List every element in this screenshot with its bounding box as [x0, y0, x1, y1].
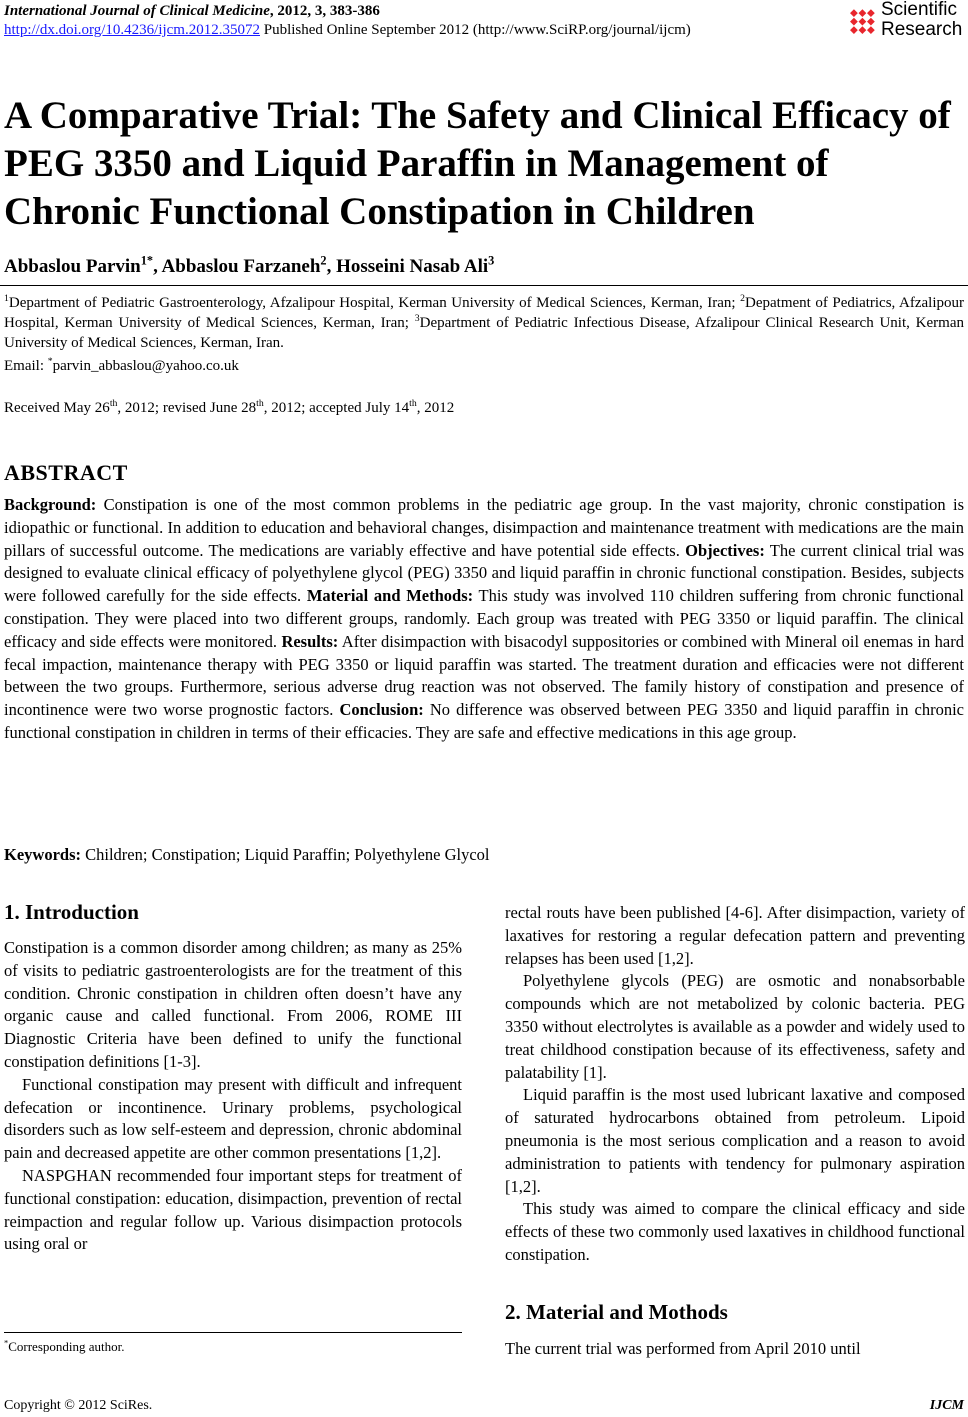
abstract-heading: ABSTRACT [4, 460, 128, 485]
doi-link[interactable]: http://dx.doi.org/10.4236/ijcm.2012.35072 [4, 22, 260, 38]
author-3: , Hosseini Nasab Ali [326, 256, 489, 277]
header-divider [0, 285, 968, 286]
logo-square [859, 26, 867, 34]
scientific-research-logo [843, 0, 965, 44]
received-part: Received May 26 [4, 400, 110, 416]
email-address[interactable]: parvin_abbaslou@yahoo.co.uk [52, 358, 239, 374]
logo-square [850, 9, 858, 17]
logo-square [867, 18, 875, 26]
journal-volume: , 2012, 3, 383-386 [269, 3, 380, 19]
logo-square [859, 18, 867, 26]
email-label: Email: [4, 358, 48, 374]
abstract-label: Material and Methods: [306, 586, 474, 606]
methods-text [505, 1338, 965, 1361]
footnote-sup: * [4, 1337, 9, 1348]
abstract-text: No difference was observed between PEG 3350 and liquid paraffin in chronic functional constipation in children in terms of their efficacies. They are safe and effective medications in this age group. [4, 700, 964, 742]
paragraph: rectal routs have been published [4-6]. After disimpaction, variety of laxatives for restoring a regular defecation pattern and preventing relapses has been used [1,2]. [505, 903, 965, 968]
paragraph: Functional constipation may present with difficult and infrequent defecation or incontinence. Urinary problems, psychological disorders such as low self-esteem and depression, chronic abdominal pain and decreased appetite are other common presentations [1,2]. [4, 1074, 462, 1163]
received-sup: th [256, 398, 264, 409]
affil-sup-1: 1 [4, 293, 9, 304]
received-part: , 2012; revised June 28 [117, 400, 257, 416]
abstract-label: Objectives: [685, 540, 765, 560]
email-sup: * [47, 356, 53, 367]
published-online: Published Online September 2012 (http://www.SciRP.org/journal/ijcm) [259, 22, 691, 38]
logo-square [867, 9, 875, 17]
author-2: , Abbaslou Farzaneh [153, 256, 321, 277]
affil-2: Depatment of Pediatrics, Afzalipour Hospital, Kerman University of Medical Sciences, Kerman, Iran; [4, 295, 964, 331]
logo-square [850, 26, 858, 34]
author-2-sup: 2 [320, 253, 327, 268]
received-dates [4, 400, 454, 417]
paragraph: Polyethylene glycols (PEG) are osmotic and nonabsorbable compounds which are not metabolized by colonic bacteria. PEG 3350 without electrolytes is available as a powder and widely used to treat childhood constipation because of its effectiveness, safety and palatability [1]. [505, 971, 965, 1082]
author-list [4, 253, 495, 278]
footnote [4, 1339, 124, 1355]
paper-title: A Comparative Trial: The Safety and Clinical Efficacy of PEG 3350 and Liquid Paraffin in Management of Chronic Functional Constipation in Children [4, 94, 951, 233]
footnote-text: Corresponding author. [8, 1339, 125, 1354]
journal-citation [4, 2, 380, 20]
received-sup: th [109, 398, 118, 409]
abstract-label: Conclusion: [339, 700, 424, 720]
paragraph: Liquid paraffin is the most used lubricant laxative and composed of saturated hydrocarbons obtained from petroleum. Lipoid pneumonia is the most serious complication and a reason to avoid administration to patients with tendency for pulmonary aspiration [1,2]. [505, 1085, 965, 1196]
affiliations [4, 293, 964, 353]
affil-3: Department of Pediatric Infectious Disease, Afzalipour Clinical Research Unit, Kerman University of Medical Sciences, Kerman, Iran. [4, 315, 964, 351]
left-column [4, 937, 462, 1256]
received-part: , 2012 [416, 400, 455, 416]
abstract-body [4, 494, 964, 745]
section-heading-introduction: 1. Introduction [4, 900, 139, 924]
author-3-sup: 3 [488, 253, 495, 268]
abstract-text: This study was involved 110 children suffering from chronic functional constipation. They were placed into two different groups, randomly. Each group was treated with PEG 3350 or liquid paraffin. The clinical efficacy and side effects were monitored. [4, 586, 965, 651]
logo-square [867, 26, 875, 34]
paragraph: NASPGHAN recommended four important steps for treatment of functional constipation: education, disimpaction, prevention of rectal reimpaction and regular follow up. Various disimpaction protocols using oral or [4, 1165, 462, 1254]
received-part: , 2012; accepted July 14 [263, 400, 410, 416]
abstract-text: Constipation is one of the most common problems in the pediatric age group. In the vast majority, chronic constipation is idiopathic or functional. In addition to education and behavioral changes, disimpaction and maintenance treatment with medications are the main pillars of successful outcome. The medications are variably effective and have potential side effects. [4, 495, 964, 560]
logo-text [881, 0, 962, 40]
keywords-text: Children; Constipation; Liquid Paraffin; Polyethylene Glycol [81, 845, 490, 864]
logo-line1: Scientific [881, 0, 958, 20]
email-line [4, 358, 239, 375]
paragraph: Constipation is a common disorder among children; as many as 25% of visits to pediatric gastroenterologists are for the treatment of this condition. Chronic constipation in children often doesn’t have any organic cause and called functional. From 2006, ROME III Diagnostic Criteria have been defined to unify the functional constipation definitions [1-3]. [4, 938, 462, 1071]
journal-abbreviation: IJCM [929, 1398, 964, 1413]
abstract-label: Results: [281, 631, 339, 651]
author-1: Abbaslou Parvin [4, 256, 141, 277]
author-1-sup: 1* [140, 253, 154, 268]
keywords [4, 845, 489, 865]
received-sup: th [409, 398, 417, 409]
affil-sup-2: 2 [740, 293, 745, 304]
affil-1: Department of Pediatric Gastroenterology, Afzalipour Hospital, Kerman University of Medical Sciences, Kerman, Iran; [8, 295, 741, 311]
doi-line [4, 21, 691, 39]
copyright: Copyright © 2012 SciRes. [4, 1398, 153, 1413]
abstract-label: Background: [4, 495, 97, 514]
abstract-text: The current clinical trial was designed to evaluate clinical efficacy of polyethylene glycol (PEG) 3350 and liquid paraffin in chronic functional constipation. Besides, subjects were followed carefully for the side effects. [4, 540, 964, 606]
keywords-label: Keywords: [4, 845, 81, 864]
logo-square [859, 9, 867, 17]
footnote-divider [4, 1332, 462, 1333]
logo-line2: Research [881, 19, 963, 40]
section-heading-methods: 2. Material and Mothods [505, 1300, 728, 1324]
logo-diamond-icon [843, 2, 879, 42]
paragraph: This study was aimed to compare the clinical efficacy and side effects of these two commonly used laxatives in childhood functional constipation. [505, 1199, 965, 1264]
abstract-text: After disimpaction with bisacodyl suppositories or combined with Mineral oil enemas in hard fecal impaction, maintenance therapy with PEG 3350 or liquid paraffin was started. The treatment duration and efficacies were not different between the two groups. Furthermore, serious adverse drug reaction was not observed. The family history of constipation and presence of incontinence were two worse prognostic factors. [4, 631, 964, 720]
logo-square [850, 18, 858, 26]
right-column [505, 902, 965, 1267]
journal-name: International Journal of Clinical Medicine [4, 3, 270, 19]
affil-sup-3: 3 [414, 313, 420, 324]
paragraph: The current trial was performed from April 2010 until [505, 1339, 861, 1358]
